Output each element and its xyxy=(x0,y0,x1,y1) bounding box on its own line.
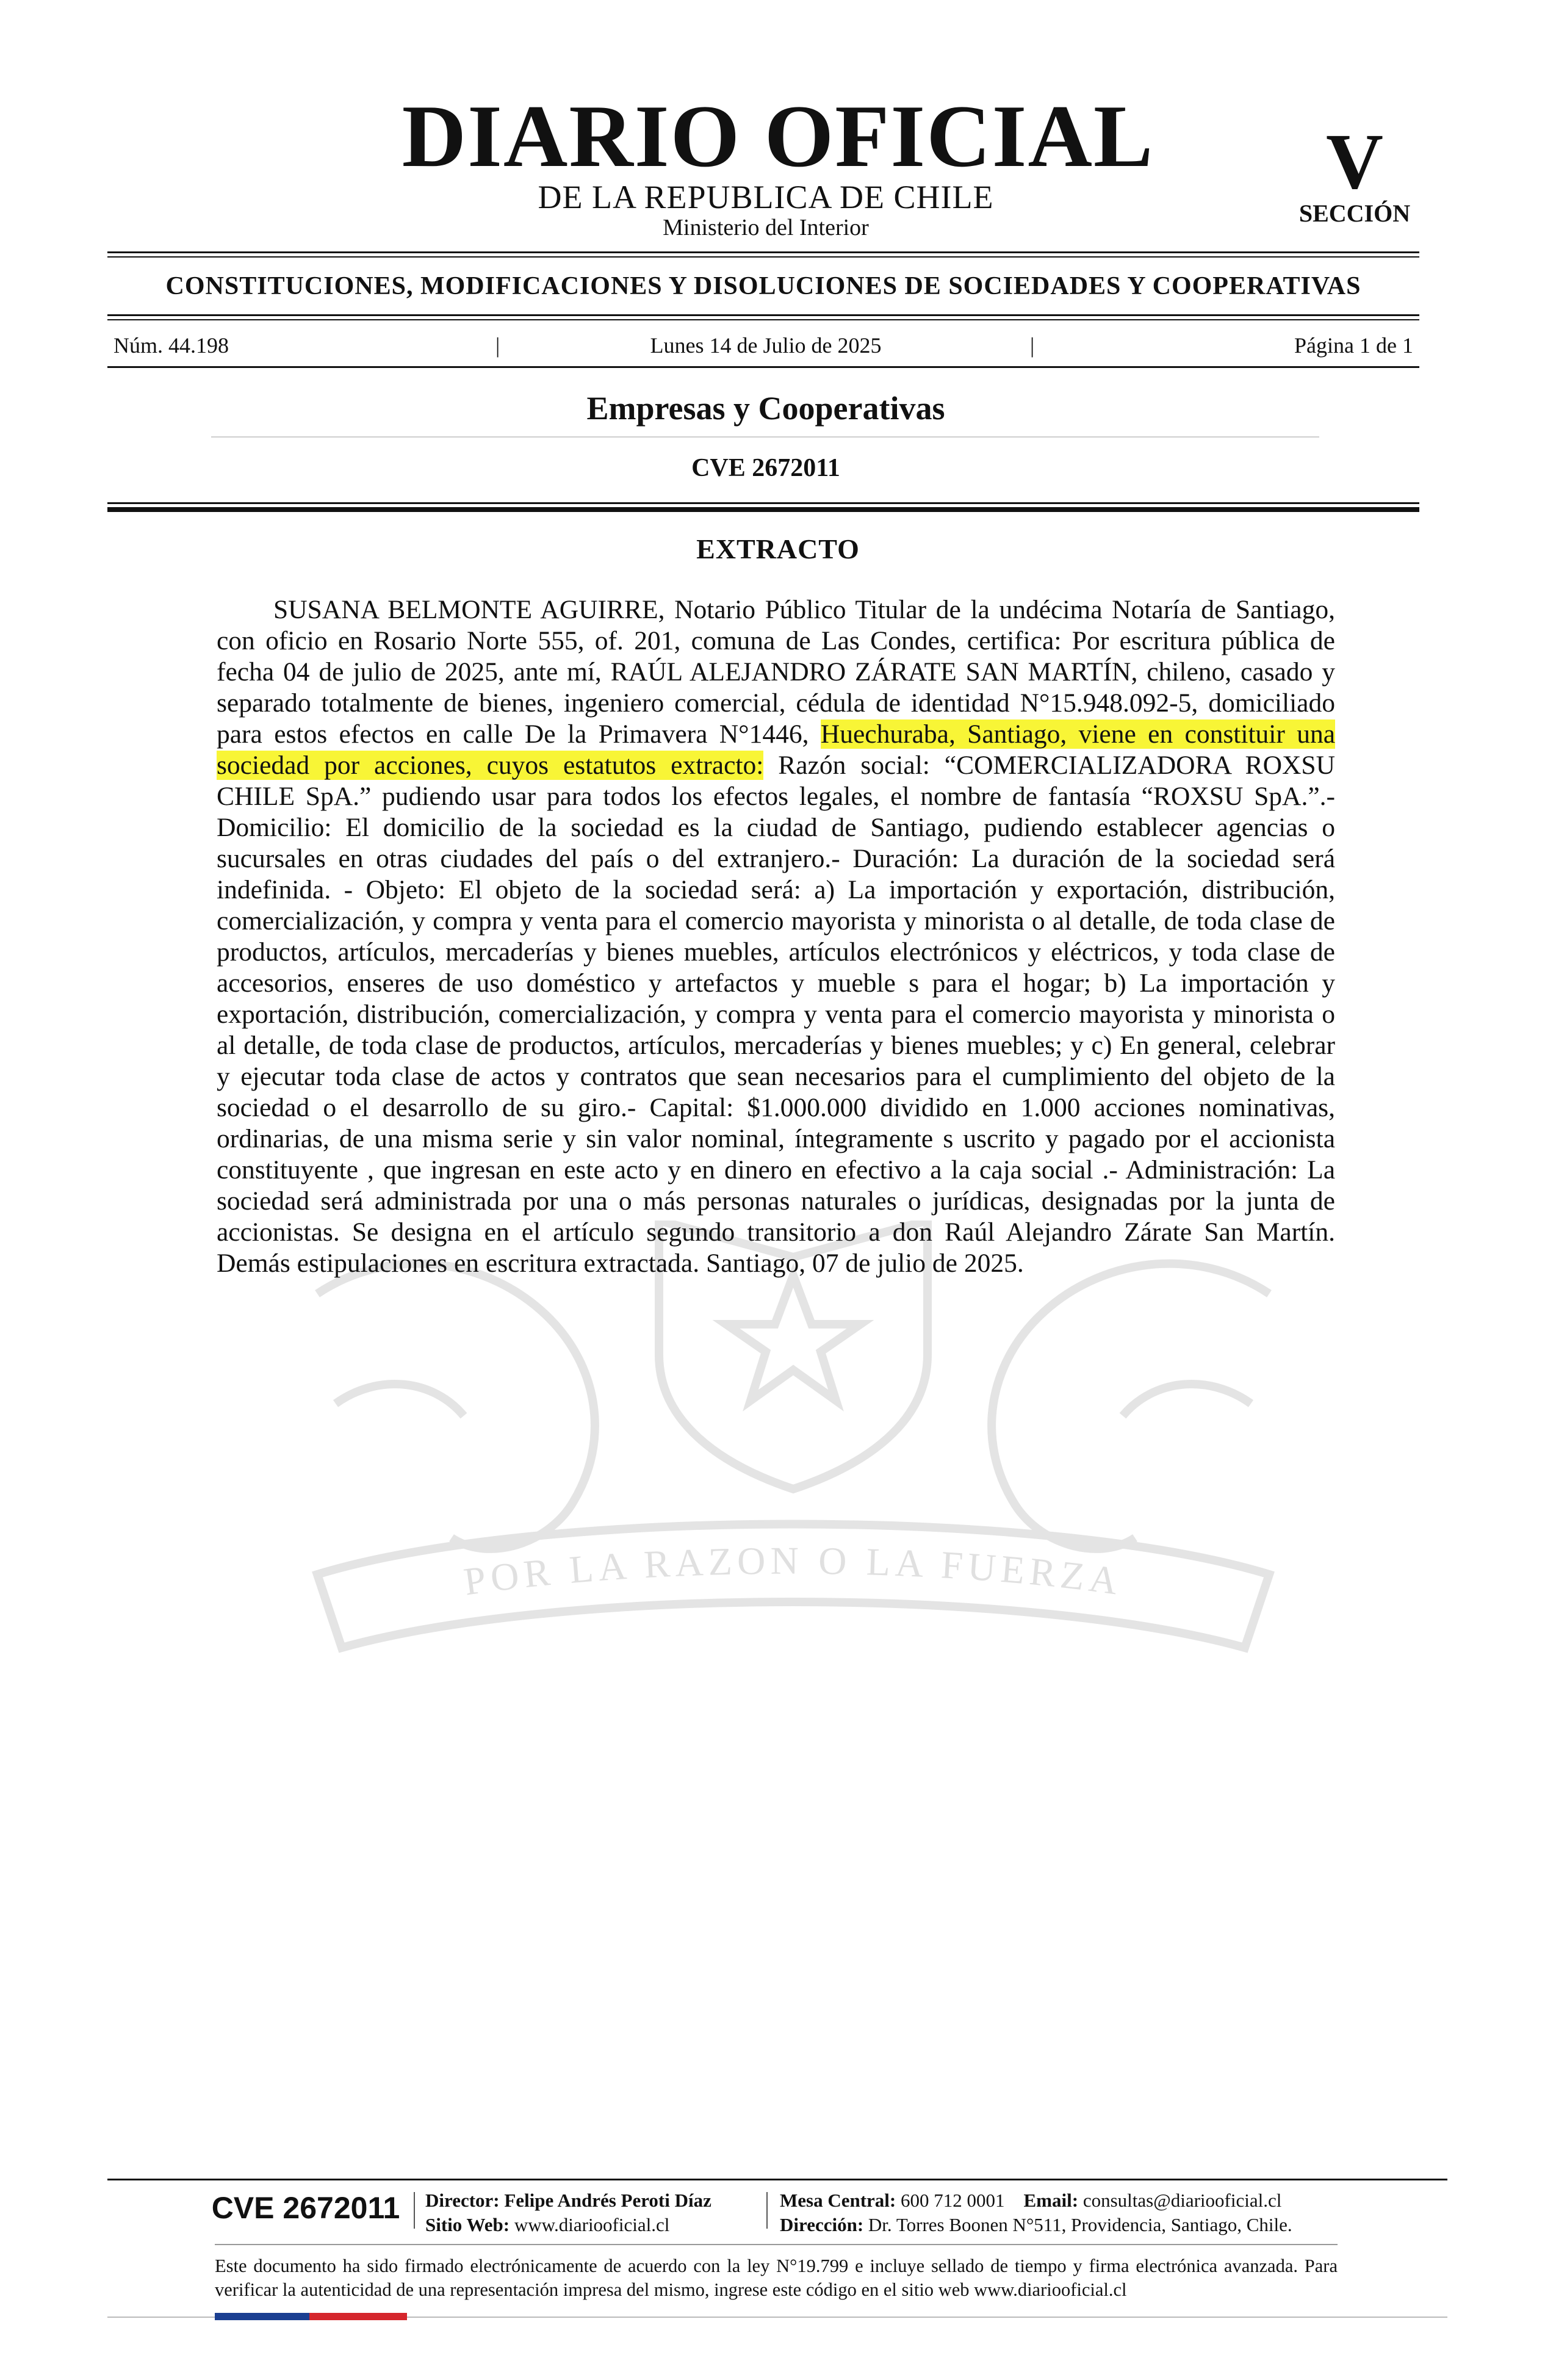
mesa-label: Mesa Central: xyxy=(780,2190,896,2211)
address-value: Dr. Torres Boonen N°511, Providencia, Santiago, Chile. xyxy=(868,2214,1292,2235)
flag-stripe-blue xyxy=(215,2313,309,2320)
email-label: Email: xyxy=(1023,2190,1079,2211)
footer-divider xyxy=(107,2179,1447,2180)
divider xyxy=(211,436,1319,438)
issue-separator: | xyxy=(495,333,500,358)
divider xyxy=(107,319,1419,320)
mesa-phone: 600 712 0001 xyxy=(901,2190,1005,2211)
divider xyxy=(107,502,1419,504)
issue-number: Núm. 44.198 xyxy=(113,333,229,358)
director-name: Felipe Andrés Peroti Díaz xyxy=(504,2190,711,2211)
divider xyxy=(107,314,1419,316)
body-text-intro: SUSANA BELMONTE AGUIRRE, Notario Público Titular de la undécima Notaría de Santiago, con oficio en Rosario Norte 555, of. 201, comuna de Las Condes, certifica: Por escritura pública de fecha 04 de julio de 2025, ante mí, RAÚL ALEJANDRO ZÁRATE SAN MARTÍN, chileno, casado y separado totalmente de bienes, ingeniero comercial, cédula de identidad N°15.948.092-5, domiciliado para estos efectos en calle De la Primavera N°1446, xyxy=(217,595,1335,749)
signature-notice: Este documento ha sido firmado electrónicamente de acuerdo con la ley N°19.799 e incluye sellado de tiempo y firma electrónica avanzada. Para verificar la autenticidad de una representación impresa del mismo, ingrese este código en el sitio web www.diariooficial.cl xyxy=(215,2256,1338,2300)
divider xyxy=(107,256,1419,258)
page-indicator: Página 1 de 1 xyxy=(1294,333,1413,358)
address-label: Dirección: xyxy=(780,2214,864,2235)
coat-of-arms-watermark xyxy=(232,1221,1355,1684)
document-heading: EXTRACTO xyxy=(696,533,860,564)
website-link[interactable]: www.diariooficial.cl xyxy=(514,2214,670,2235)
masthead-subtitle: DE LA REPUBLICA DE CHILE xyxy=(538,179,994,215)
email-link[interactable]: consultas@diariooficial.cl xyxy=(1082,2190,1282,2211)
section-banner: CONSTITUCIONES, MODIFICACIONES Y DISOLUCIONES DE SOCIEDADES Y COOPERATIVAS xyxy=(165,272,1361,300)
masthead-title: DIARIO OFICIAL xyxy=(402,87,1154,186)
extract-body xyxy=(217,594,1335,1279)
divider xyxy=(107,366,1419,368)
footer-separator xyxy=(766,2192,768,2229)
section-label: SECCIÓN xyxy=(1298,200,1411,227)
issue-separator: | xyxy=(1030,333,1035,358)
issue-date: Lunes 14 de Julio de 2025 xyxy=(650,333,882,358)
footer-director-block xyxy=(425,2188,711,2237)
section-title: Empresas y Cooperativas xyxy=(586,390,945,427)
footer-divider xyxy=(215,2244,1338,2245)
footer-cve-code: CVE 2672011 xyxy=(211,2191,400,2225)
footer-separator xyxy=(414,2192,415,2229)
section-letter: V xyxy=(1326,118,1383,206)
body-text-statutes: Razón social: “COMERCIALIZADORA ROXSU CHILE SpA.” pudiendo usar para todos los efectos legales, el nombre de fantasía “ROXSU SpA.”.- Domicilio: El domicilio de la sociedad es la ciudad de Santiago, pudiendo establecer agencias o sucursales en otras ciudades del país o del extranjero.- Duración: La duración de la sociedad será indefinida. - Objeto: El objeto de la sociedad será: a) La importación y exportación, distribución, comercialización, y compra y venta para el comercio mayorista y minorista o al detalle, de toda clase de productos, artículos, mercaderías y bienes muebles, artículos electrónicos y eléctricos, y toda clase de accesorios, enseres de uso doméstico y artefactos y mueble s para el hogar; b) La importación y exportación, distribución, comercialización, y compra y venta para el comercio mayorista y minorista o al detalle, de toda clase de productos, artículos, mercaderías y bienes muebles; y c) En general, celebrar y ejecutar toda clase de actos y contratos que sean necesarios para el cumplimiento del objeto de la sociedad o el desarrollo de su giro.- Capital: $1.000.000 dividido en 1.000 acciones nominativas, ordinarias, de una misma serie y sin valor nominal, íntegramente s uscrito y pagado por el accionista constituyente , que ingresan en este acto y en dinero en efectivo a la caja social .- Administración: La sociedad será administrada por una o más personas naturales o jurídicas, designadas por la junta de accionistas. Se designa en el artículo segundo transitorio a don Raúl Alejandro Zárate San Martín. Demás estipulaciones en escritura extractada. Santiago, 07 de julio de 2025. xyxy=(217,751,1336,1278)
flag-stripe-red xyxy=(309,2313,407,2320)
watermark-motto: POR LA RAZON O LA FUERZA xyxy=(461,1538,1126,1604)
highlighted-text: Huechuraba, Santiago, viene en constituir una sociedad por acciones, cuyos estatutos extracto: xyxy=(217,719,1336,780)
website-label: Sitio Web: xyxy=(425,2214,510,2235)
divider xyxy=(107,251,1419,253)
footer-contact-block xyxy=(780,2188,1292,2237)
cve-code: CVE 2672011 xyxy=(691,454,840,482)
director-label: Director: xyxy=(425,2190,500,2211)
divider xyxy=(107,507,1419,512)
masthead-ministry: Ministerio del Interior xyxy=(663,215,869,240)
